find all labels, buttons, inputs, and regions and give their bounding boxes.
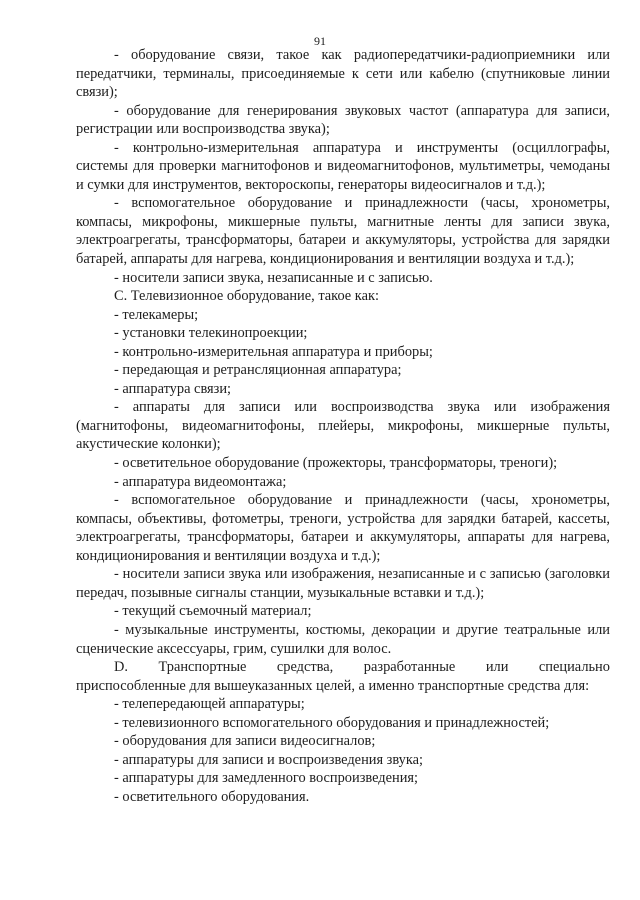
list-item: - аппаратуры для замедленного воспроизведения; xyxy=(114,770,419,787)
list-item: - осветительного оборудования. xyxy=(114,788,310,805)
paragraph-recording-devices: - аппараты для записи или воспроизводства звука или изображения (магнитофоны, видеомагнитофоны, плейеры, микрофоны, микшерные пульты, акустические колонки); xyxy=(76,399,610,453)
list-item: - аппаратура связи; xyxy=(114,380,232,397)
section-d-first-line xyxy=(76,658,610,677)
list-item: - телепередающей аппаратуры; xyxy=(114,696,305,713)
section-c-heading: C. Телевизионное оборудование, такое как: xyxy=(114,288,379,305)
list-item: - оборудования для записи видеосигналов; xyxy=(114,733,376,750)
paragraph-communication-equipment: - оборудование связи, такое как радиопередатчики-радиоприемники или передатчики, терминалы, присоединяемые к сети или кабелю (спутниковые линии связи); xyxy=(76,47,610,101)
section-d-word: или xyxy=(485,659,509,676)
paragraph-tv-auxiliary-equipment: - вспомогательное оборудование и принадлежности (часы, хронометры, компасы, объективы, фотометры, треноги, устройства для зарядки батарей, кассеты, электроагрегаты, трансформаторы, батареи и аккумуляторы, аппараты для нагрева, кондиционирования и вентиляции воздуха и т.д.); xyxy=(76,492,610,564)
list-item: - телевизионного вспомогательного оборудования и принадлежностей; xyxy=(114,714,550,731)
list-item: - контрольно-измерительная аппаратура и приборы; xyxy=(114,343,433,360)
section-d-word: специально xyxy=(538,659,610,676)
section-d-word: Транспортные xyxy=(158,659,247,676)
section-d-word: средства, xyxy=(276,659,334,676)
list-item: - осветительное оборудование (прожекторы, трансформаторы, треноги); xyxy=(114,455,558,472)
list-item: - текущий съемочный материал; xyxy=(114,603,312,620)
paragraph-auxiliary-equipment: - вспомогательное оборудование и принадлежности (часы, хронометры, компасы, микрофоны, микшерные пульты, магнитные ленты для записи звука, электроагрегаты, трансформаторы, батареи и аккумуляторы, устройства для зарядки батарей, аппараты для нагрева, кондиционирования и вентиляции воздуха и т.д.); xyxy=(76,195,610,268)
section-d-heading xyxy=(76,658,610,695)
section-d-word: разработанные xyxy=(363,659,456,676)
list-item: - установки телекинопроекции; xyxy=(114,325,308,342)
list-item: - аппаратуры для записи и воспроизведения звука; xyxy=(114,751,424,768)
paragraph-audio-frequency-equipment: - оборудование для генерирования звуковых частот (аппаратура для записи, регистрации или воспроизводства звука); xyxy=(76,102,610,138)
section-d-rest: приспособленные для вышеуказанных целей, а именно транспортные средства для: xyxy=(76,677,590,694)
document-body xyxy=(76,46,610,806)
paragraph-measuring-instruments: - контрольно-измерительная аппаратура и инструменты (осциллографы, системы для проверки магнитофонов и видеомагнитофонов, мультиметры, чемоданы и сумки для инструментов, вектороскопы, генераторы видеосигналов и т.д.); xyxy=(76,139,610,193)
list-item: - аппаратура видеомонтажа; xyxy=(114,473,287,490)
section-d-word: D. xyxy=(114,659,128,676)
list-item: - передающая и ретрансляционная аппаратура; xyxy=(114,362,402,379)
list-item-sound-media: - носители записи звука, незаписанные и с записью. xyxy=(114,269,433,286)
page-number: 91 xyxy=(314,34,326,48)
paragraph-musical-instruments: - музыкальные инструменты, костюмы, декорации и другие театральные или сценические аксессуары, грим, сушилки для волос. xyxy=(76,621,610,657)
paragraph-tv-media: - носители записи звука или изображения, незаписанные и с записью (заголовки передач, позывные сигналы станции, музыкальные вставки и т.д.); xyxy=(76,566,610,601)
list-item: - телекамеры; xyxy=(114,306,199,323)
